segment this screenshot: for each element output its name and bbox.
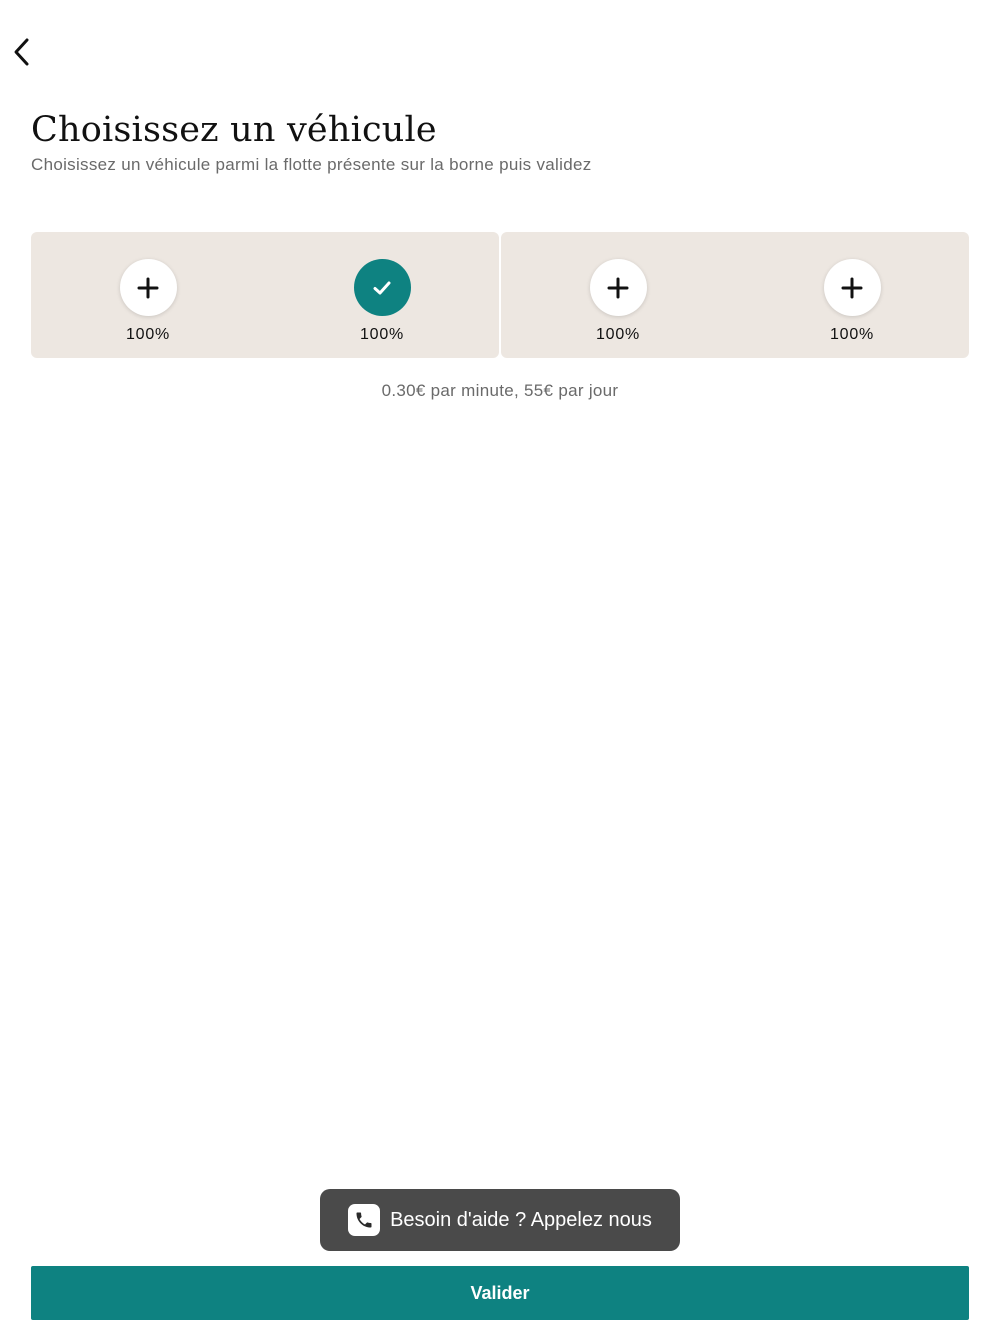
phone-icon [348, 1204, 380, 1236]
vehicle-item-3[interactable] [501, 232, 735, 358]
vehicle-item-4[interactable] [735, 232, 969, 358]
plus-icon [841, 277, 863, 299]
vehicle-battery-level: 100% [125, 326, 171, 343]
chevron-left-icon [11, 37, 33, 67]
vehicle-item-1[interactable] [31, 232, 265, 358]
vehicle-battery-level: 100% [829, 326, 875, 343]
page-subtitle: Choisissez un véhicule parmi la flotte présente sur la borne puis validez [31, 155, 592, 174]
vehicle-battery-level: 100% [595, 326, 641, 343]
pricing-info: 0.30€ par minute, 55€ par jour [381, 381, 619, 400]
help-label: Besoin d'aide ? Appelez nous [390, 1208, 652, 1231]
vehicle-group-2 [501, 232, 969, 358]
vehicle-item-2[interactable] [265, 232, 499, 358]
back-button[interactable] [6, 34, 38, 70]
vehicle-battery-level: 100% [359, 326, 405, 343]
call-help-button[interactable] [320, 1189, 680, 1251]
vehicle-list [31, 232, 969, 358]
vehicle-select-button-3[interactable] [590, 259, 647, 316]
vehicle-select-button-2[interactable] [354, 259, 411, 316]
page-title: Choisissez un véhicule [31, 110, 437, 150]
vehicle-select-button-1[interactable] [120, 259, 177, 316]
vehicle-group-1 [31, 232, 499, 358]
plus-icon [137, 277, 159, 299]
validate-button[interactable]: Valider [31, 1266, 969, 1320]
vehicle-select-button-4[interactable] [824, 259, 881, 316]
check-icon [371, 277, 393, 299]
plus-icon [607, 277, 629, 299]
